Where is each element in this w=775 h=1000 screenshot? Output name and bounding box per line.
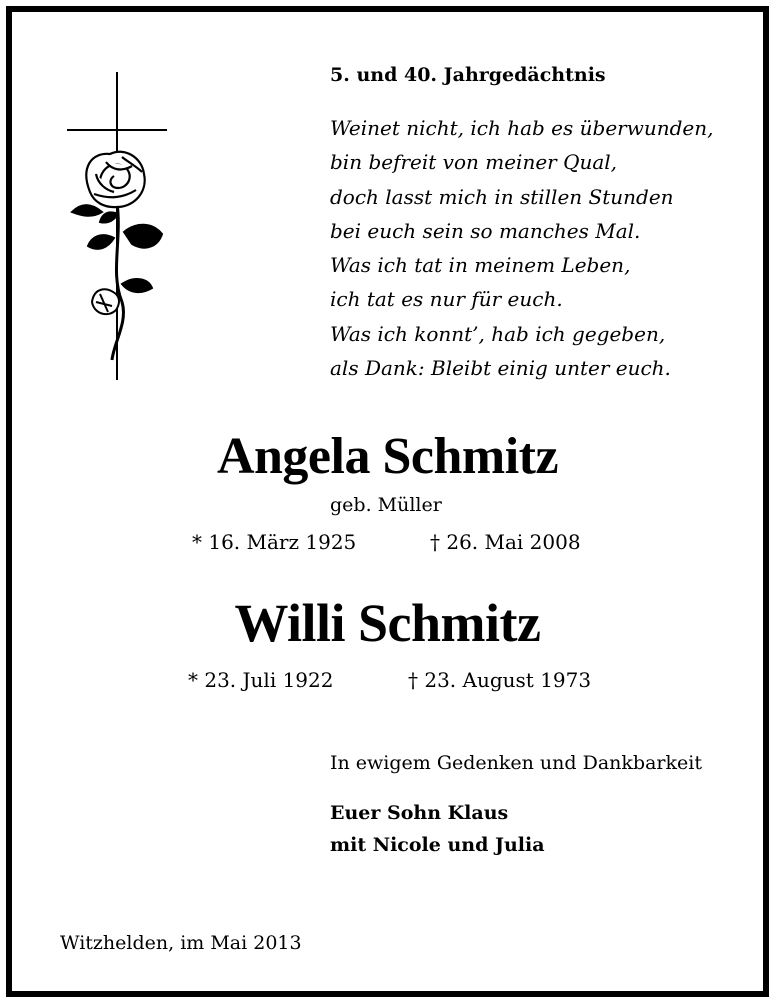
- death-date-willi: † 23. August 1973: [408, 668, 592, 692]
- poem-line: doch lasst mich in stillen Stunden: [330, 184, 674, 209]
- place-and-date: Witzhelden, im Mai 2013: [60, 932, 302, 954]
- deceased-name-angela: Angela Schmitz: [216, 428, 559, 485]
- poem-line: bei euch sein so manches Mal.: [330, 218, 641, 243]
- birth-date-angela: * 16. März 1925: [192, 530, 357, 554]
- memorial-poem: [330, 111, 713, 385]
- poem-line: Was ich tat in meinem Leben,: [330, 253, 631, 278]
- closing-line: In ewigem Gedenken und Dankbarkeit: [330, 752, 702, 774]
- cross-with-rose-icon: [62, 62, 172, 382]
- poem-line: als Dank: Bleibt einig unter euch.: [330, 356, 671, 381]
- death-date-angela: † 26. Mai 2008: [430, 530, 581, 554]
- family-line: mit Nicole und Julia: [330, 834, 545, 856]
- poem-line: bin befreit von meiner Qual,: [330, 150, 618, 175]
- poem-line: Was ich konnt’, hab ich gegeben,: [330, 321, 666, 346]
- birth-date-willi: * 23. Juli 1922: [188, 668, 334, 692]
- poem-line: Weinet nicht, ich hab es überwunden,: [330, 116, 714, 140]
- obituary-notice: [6, 6, 769, 997]
- poem-line: ich tat es nur für euch.: [330, 287, 563, 312]
- family-signature: [330, 797, 545, 861]
- birth-name: geb. Müller: [330, 494, 442, 516]
- family-line: Euer Sohn Klaus: [330, 802, 509, 824]
- memorial-heading: 5. und 40. Jahrgedächtnis: [330, 64, 606, 86]
- deceased-name-willi: Willi Schmitz: [234, 593, 541, 653]
